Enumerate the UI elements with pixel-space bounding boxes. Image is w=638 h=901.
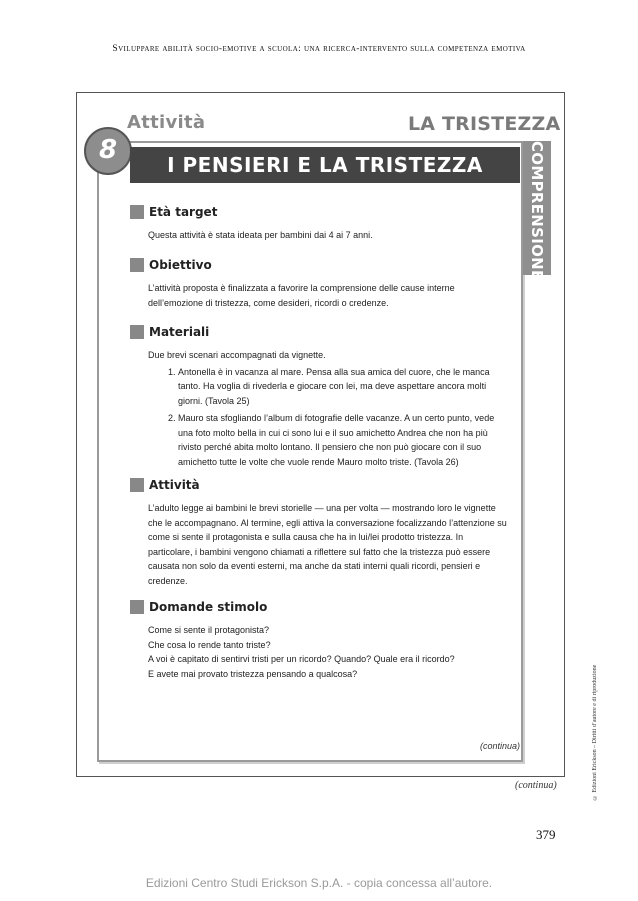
section-text: L’adulto legge ai bambini le brevi storielle — una per volta — mostrando loro le vignette che le accompagnano. Al termine, egli attiva la conversazione focalizzando l’attenzione su come si sente il protagonista e sulla causa che ha in lui/lei prodotto tristezza. In particolare, i bambini vengono chiamati a riflettere sul fatto che la tristezza può essere causata non solo da eventi esterni, ma anche da stati interni quali ricordi, pensieri e credenze. — [148, 503, 507, 586]
page-number: 379 — [536, 827, 556, 842]
section-target — [130, 202, 510, 243]
list-item: 1. Antonella è in vacanza al mare. Pensa alla sua amica del cuore, che le manca tanto. Ha voglia di rivederla e giocare con lei, ma deve aspettare ancora molti giorni. (Tavola 25) — [178, 365, 510, 409]
section-text: Questa attività è stata ideata per bambini dai 4 ai 7 anni. — [148, 230, 373, 240]
footer-watermark: Edizioni Centro Studi Erickson S.p.A. - copia concessa all’autore. — [145, 876, 493, 890]
question-line: E avete mai provato tristezza pensando a qualcosa? — [148, 668, 358, 679]
continua-outer: (continua) — [515, 780, 557, 791]
section-questions — [130, 597, 510, 681]
section-marker-icon — [130, 600, 144, 614]
copyright-note: © Edizioni Erickson – Diritti d’autore e di riproduzione — [592, 664, 598, 800]
section-marker-icon — [130, 478, 144, 492]
question-line: Come si sente il protagonista? — [148, 625, 270, 635]
section-title: Attività — [149, 478, 200, 492]
section-title: Materiali — [149, 325, 210, 339]
topic-heading: LA TRISTEZZA — [408, 113, 561, 135]
section-marker-icon — [130, 258, 144, 272]
section-materials — [130, 322, 510, 472]
activity-title: I PENSIERI E LA TRISTEZZA — [167, 153, 483, 177]
section-objective — [130, 255, 510, 310]
title-bar — [130, 147, 520, 183]
activity-label: Attività — [127, 112, 206, 133]
side-tab-label: COMPRENSIONE — [528, 141, 546, 281]
materials-intro: Due brevi scenari accompagnati da vignette. — [148, 350, 326, 360]
continua-inner: (continua) — [480, 741, 521, 751]
section-marker-icon — [130, 325, 144, 339]
activity-number-badge: 8 — [84, 127, 132, 175]
section-title: Età target — [149, 205, 218, 219]
running-head: Sviluppare abilità socio-emotive a scuola: una ricerca-intervento sulla competenza emotiva — [112, 44, 526, 54]
question-line: A voi è capitato di sentirvi tristi per un ricordo? Quando? Quale era il ricordo? — [148, 654, 455, 664]
question-line: Che cosa lo rende tanto triste? — [148, 639, 271, 650]
section-text: L’attività proposta è finalizzata a favorire la comprensione delle cause interne dell’emozione di tristezza, come desideri, ricordi o credenze. — [148, 283, 455, 308]
section-title: Domande stimolo — [149, 600, 268, 614]
section-marker-icon — [130, 205, 144, 219]
section-title: Obiettivo — [149, 258, 212, 272]
section-activity — [130, 475, 510, 588]
list-item: 2. Mauro sta sfogliando l’album di fotografie delle vacanze. A un certo punto, vede una foto molto bella in cui ci sono lui e il suo amichetto Andrea che non ha più rivisto perché abita molto lontano. Il pensiero che non può giocare con il suo amichetto tutte le volte che vuole rende Mauro molto triste. (Tavola 26) — [178, 411, 510, 469]
